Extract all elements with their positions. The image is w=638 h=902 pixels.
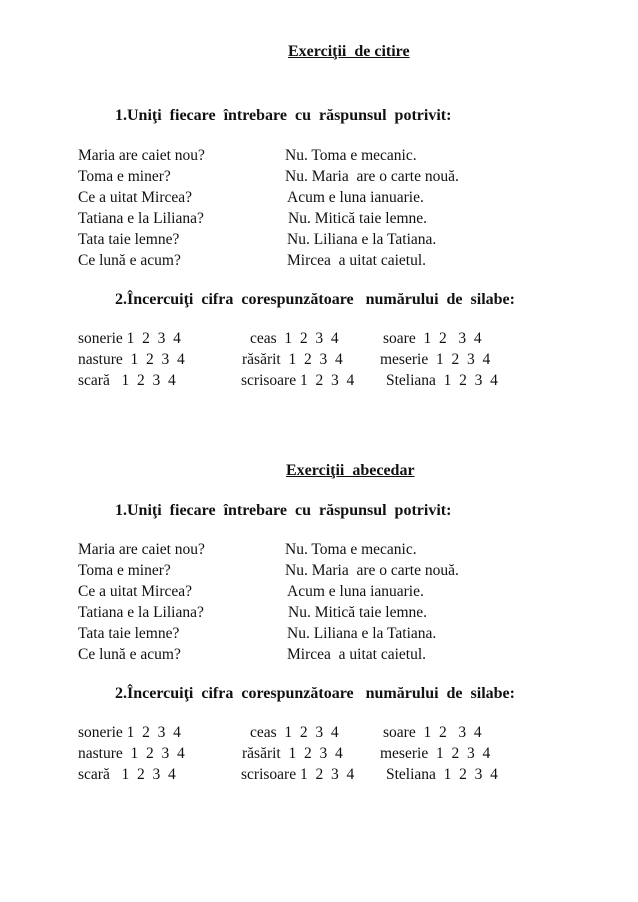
answer-item: Acum e luna ianuarie. — [287, 583, 424, 600]
answer-item: Nu. Mitică taie lemne. — [288, 604, 428, 621]
question-item: Toma e miner? — [78, 562, 171, 579]
syllable-item: soare 1 2 3 4 — [383, 330, 482, 347]
syllable-item: Steliana 1 2 3 4 — [386, 372, 498, 389]
question-item: Ce lună e acum? — [78, 252, 181, 269]
question-item: Tatiana e la Liliana? — [78, 604, 204, 621]
syllable-item: ceas 1 2 3 4 — [250, 724, 339, 741]
section-title: Exerciţii abecedar — [286, 462, 415, 479]
syllable-item: sonerie 1 2 3 4 — [78, 330, 181, 347]
answer-item: Nu. Liliana e la Tatiana. — [287, 625, 437, 642]
exercise-2-heading: 2.Încercuiţi cifra corespunzătoare numărului de silabe: — [115, 685, 515, 702]
answer-item: Nu. Maria are o carte nouă. — [285, 168, 459, 185]
question-item: Maria are caiet nou? — [78, 541, 205, 558]
answer-item: Nu. Toma e mecanic. — [285, 541, 417, 558]
syllable-item: scrisoare 1 2 3 4 — [241, 766, 355, 783]
question-item: Tata taie lemne? — [78, 231, 180, 248]
syllable-item: scară 1 2 3 4 — [78, 372, 176, 389]
syllable-item: soare 1 2 3 4 — [383, 724, 482, 741]
question-item: Toma e miner? — [78, 168, 171, 185]
question-item: Ce lună e acum? — [78, 646, 181, 663]
section-title: Exerciţii de citire — [288, 43, 410, 60]
syllable-item: nasture 1 2 3 4 — [78, 745, 185, 762]
question-item: Ce a uitat Mircea? — [78, 583, 193, 600]
answer-item: Nu. Maria are o carte nouă. — [285, 562, 459, 579]
exercise-1-heading: 1.Uniţi fiecare întrebare cu răspunsul potrivit: — [115, 107, 452, 124]
syllable-item: sonerie 1 2 3 4 — [78, 724, 181, 741]
syllable-item: scară 1 2 3 4 — [78, 766, 176, 783]
answer-item: Acum e luna ianuarie. — [287, 189, 424, 206]
question-item: Maria are caiet nou? — [78, 147, 205, 164]
syllable-item: meserie 1 2 3 4 — [380, 351, 491, 368]
answer-item: Nu. Mitică taie lemne. — [288, 210, 428, 227]
syllable-item: ceas 1 2 3 4 — [250, 330, 339, 347]
question-item: Ce a uitat Mircea? — [78, 189, 193, 206]
exercise-2-heading: 2.Încercuiţi cifra corespunzătoare numărului de silabe: — [115, 291, 515, 308]
syllable-item: meserie 1 2 3 4 — [380, 745, 491, 762]
syllable-item: nasture 1 2 3 4 — [78, 351, 185, 368]
syllable-item: răsărit 1 2 3 4 — [242, 745, 343, 762]
exercise-1-heading: 1.Uniţi fiecare întrebare cu răspunsul potrivit: — [115, 502, 452, 519]
answer-item: Nu. Liliana e la Tatiana. — [287, 231, 437, 248]
question-item: Tata taie lemne? — [78, 625, 180, 642]
answer-item: Mircea a uitat caietul. — [287, 252, 427, 269]
question-item: Tatiana e la Liliana? — [78, 210, 204, 227]
answer-item: Mircea a uitat caietul. — [287, 646, 427, 663]
syllable-item: răsărit 1 2 3 4 — [242, 351, 343, 368]
syllable-item: scrisoare 1 2 3 4 — [241, 372, 355, 389]
answer-item: Nu. Toma e mecanic. — [285, 147, 417, 164]
syllable-item: Steliana 1 2 3 4 — [386, 766, 498, 783]
